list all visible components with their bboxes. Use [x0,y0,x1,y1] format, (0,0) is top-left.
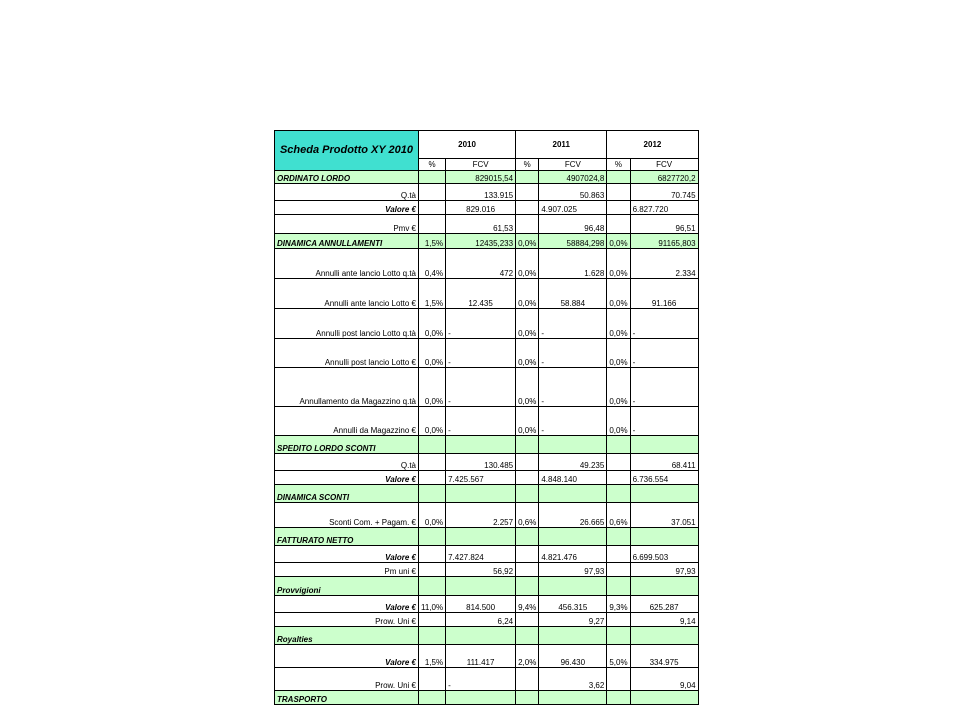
row-label: Annulli post lancio Lotto q.tà [275,309,419,339]
row-label: Valore € [275,471,419,485]
table-row [275,503,699,528]
value-cell: 12435,233 [446,234,516,249]
value-cell: - [539,368,607,407]
section-label: Provvigioni [275,577,419,596]
header-row [275,131,699,159]
year-2010: 2010 [419,131,516,159]
pct-cell: 0,0% [419,339,446,368]
value-cell: 1.628 [539,249,607,279]
table-row [275,563,699,577]
pct-cell: 0,0% [516,234,539,249]
pct-cell: 0,0% [607,279,630,309]
table-row [275,645,699,668]
section-dinamica-sconti [275,485,699,503]
section-label: Royalties [275,627,419,645]
pct-cell: 0,0% [607,309,630,339]
pct-cell: 0,0% [419,309,446,339]
pct-header: % [607,159,630,171]
year-2011: 2011 [516,131,607,159]
pct-cell: 9,3% [607,596,630,613]
row-label: Annulli ante lancio Lotto q.tà [275,249,419,279]
value-cell: 91165,803 [630,234,698,249]
value-cell: - [539,407,607,436]
value-cell: 96,51 [630,215,698,234]
section-ordinato-lordo [275,171,699,184]
row-label: Sconti Com. + Pagam. € [275,503,419,528]
value-cell: 472 [446,249,516,279]
pct-cell: 0,0% [419,368,446,407]
pct-cell: 1,5% [419,645,446,668]
value-cell: 6827720,2 [630,171,698,184]
value-cell: 49.235 [539,454,607,471]
row-label: Annulli da Magazzino € [275,407,419,436]
table-row [275,279,699,309]
table-row [275,368,699,407]
table-row [275,309,699,339]
pct-cell: 0,6% [607,503,630,528]
fcv-header: FCV [539,159,607,171]
row-label: Q.tà [275,454,419,471]
value-cell: - [446,407,516,436]
section-provvigioni [275,577,699,596]
row-label: Annulli ante lancio Lotto € [275,279,419,309]
product-sheet-table [274,130,699,705]
pct-cell: 9,4% [516,596,539,613]
pct-cell: 0,0% [516,249,539,279]
table-row [275,339,699,368]
value-cell: - [446,368,516,407]
pct-cell: 0,0% [419,407,446,436]
row-label: Annulli post lancio Lotto € [275,339,419,368]
section-label: SPEDITO LORDO SCONTI [275,436,419,454]
value-cell: 7.425.567 [446,471,516,485]
value-cell: 9,27 [539,613,607,627]
value-cell: 111.417 [446,645,516,668]
value-cell: - [446,668,516,691]
pct-cell: 0,0% [419,503,446,528]
pct-cell: 0,0% [516,309,539,339]
value-cell: 814.500 [446,596,516,613]
pct-cell: 0,0% [516,339,539,368]
value-cell: 58.884 [539,279,607,309]
row-label: Valore € [275,201,419,215]
value-cell: - [539,339,607,368]
value-cell: 7.427.824 [446,546,516,563]
fcv-header: FCV [446,159,516,171]
row-label: Prow. Uni € [275,613,419,627]
value-cell: 9,14 [630,613,698,627]
value-cell: - [539,309,607,339]
table-row [275,454,699,471]
fcv-header: FCV [630,159,698,171]
table-row [275,471,699,485]
pct-cell: 0,0% [607,368,630,407]
section-label: FATTURATO NETTO [275,528,419,546]
value-cell: 133.915 [446,184,516,201]
pct-cell: 0,0% [607,234,630,249]
row-label: Pm uni € [275,563,419,577]
pct-cell: 5,0% [607,645,630,668]
pct-cell: 11,0% [419,596,446,613]
value-cell: 68.411 [630,454,698,471]
pct-cell: 1,5% [419,279,446,309]
value-cell: 829015,54 [446,171,516,184]
pct-cell: 2,0% [516,645,539,668]
value-cell: 130.485 [446,454,516,471]
value-cell: 61,53 [446,215,516,234]
row-label: Valore € [275,645,419,668]
table-row [275,613,699,627]
value-cell: 97,93 [539,563,607,577]
row-label: Prow. Uni € [275,668,419,691]
table-row [275,249,699,279]
table-row [275,546,699,563]
value-cell: 12.435 [446,279,516,309]
section-label: TRASPORTO [275,691,419,705]
pct-cell: 0,0% [607,249,630,279]
pct-cell: 0,4% [419,249,446,279]
row-label: Annullamento da Magazzino q.tà [275,368,419,407]
table-row [275,215,699,234]
value-cell: - [630,368,698,407]
value-cell: 6.699.503 [630,546,698,563]
row-label: Q.tà [275,184,419,201]
section-label: DINAMICA ANNULLAMENTI [275,234,419,249]
value-cell: 6.736.554 [630,471,698,485]
value-cell: 4.821.476 [539,546,607,563]
value-cell: 4907024,8 [539,171,607,184]
value-cell: - [446,339,516,368]
pct-cell: 0,0% [516,368,539,407]
value-cell: 58884,298 [539,234,607,249]
section-fatturato-netto [275,528,699,546]
table-row [275,407,699,436]
section-label: DINAMICA SCONTI [275,485,419,503]
pct-header: % [516,159,539,171]
value-cell: 456.315 [539,596,607,613]
section-label: ORDINATO LORDO [275,171,419,184]
section-spedito-lordo-sconti [275,436,699,454]
value-cell: - [630,339,698,368]
row-label: Pmv € [275,215,419,234]
section-royalties [275,627,699,645]
pct-cell: 1,5% [419,234,446,249]
value-cell: 625.287 [630,596,698,613]
value-cell: 96.430 [539,645,607,668]
value-cell: 6.827.720 [630,201,698,215]
sheet-title: Scheda Prodotto XY 2010 [275,131,419,171]
value-cell: 50.863 [539,184,607,201]
pct-cell: 0,6% [516,503,539,528]
table-row [275,201,699,215]
pct-cell: 0,0% [516,407,539,436]
value-cell: 9,04 [630,668,698,691]
table-row [275,668,699,691]
pct-header: % [419,159,446,171]
pct-cell: 0,0% [607,407,630,436]
table-row [275,596,699,613]
value-cell: 334.975 [630,645,698,668]
value-cell: 56,92 [446,563,516,577]
row-label: Valore € [275,596,419,613]
value-cell: 91.166 [630,279,698,309]
section-trasporto [275,691,699,705]
value-cell: 829.016 [446,201,516,215]
value-cell: - [630,407,698,436]
value-cell: 4.907.025 [539,201,607,215]
year-2012: 2012 [607,131,698,159]
value-cell: 6,24 [446,613,516,627]
value-cell: 4.848.140 [539,471,607,485]
value-cell: - [446,309,516,339]
value-cell: 96,48 [539,215,607,234]
value-cell: 70.745 [630,184,698,201]
row-label: Valore € [275,546,419,563]
value-cell: 3,62 [539,668,607,691]
value-cell: - [630,309,698,339]
value-cell: 26.665 [539,503,607,528]
value-cell: 2.257 [446,503,516,528]
pct-cell: 0,0% [516,279,539,309]
value-cell: 2.334 [630,249,698,279]
pct-cell: 0,0% [607,339,630,368]
section-dinamica-annullamenti [275,234,699,249]
value-cell: 97,93 [630,563,698,577]
value-cell: 37.051 [630,503,698,528]
table-row [275,184,699,201]
